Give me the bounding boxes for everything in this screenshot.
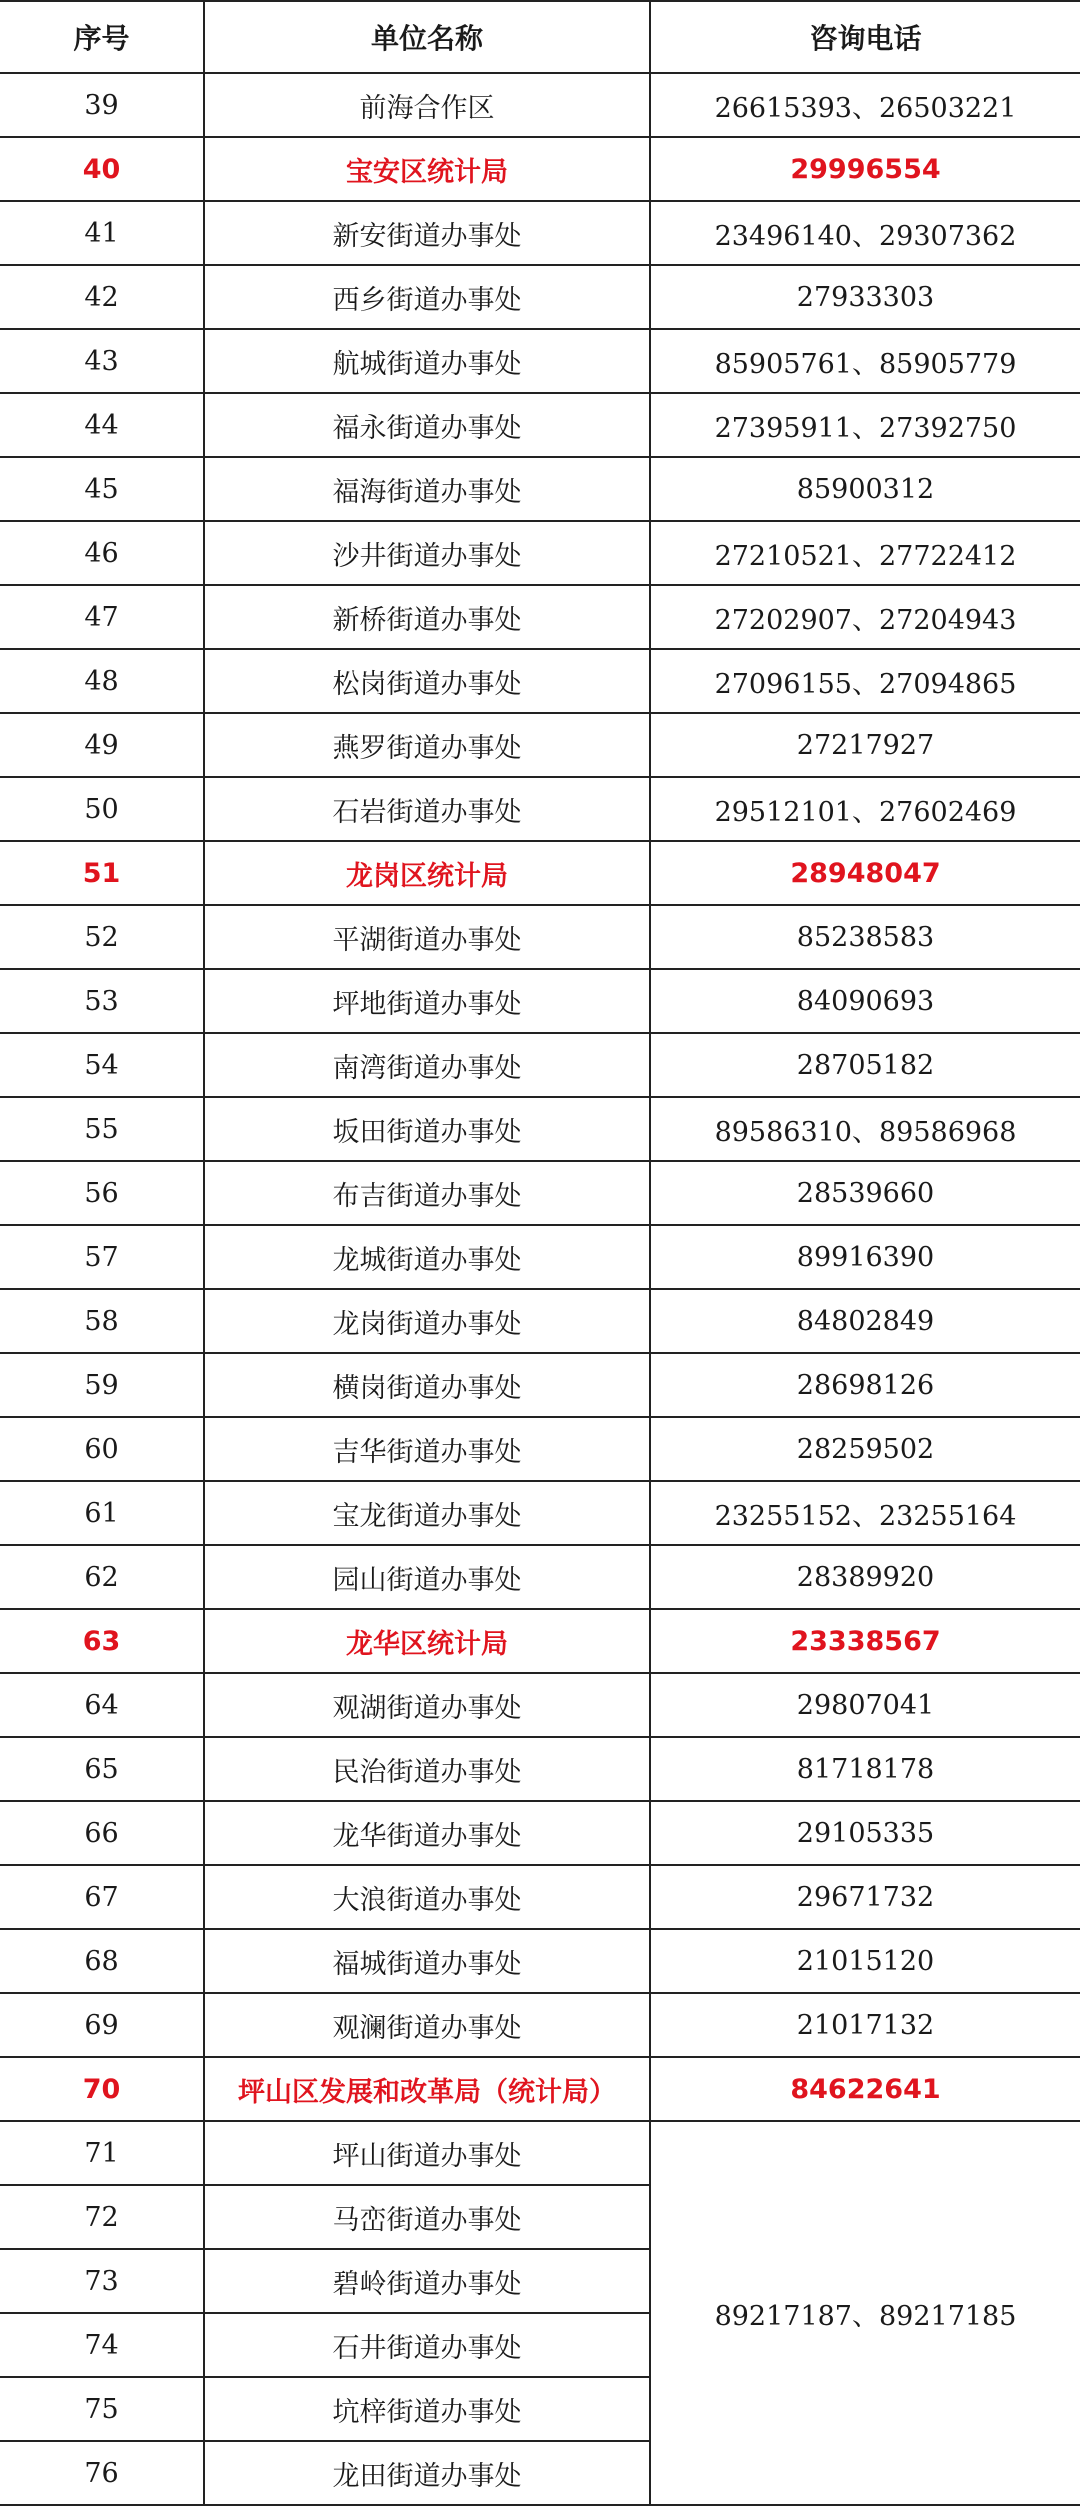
cell-unit: 坂田街道办事处 — [204, 1097, 650, 1161]
cell-unit: 龙岗区统计局 — [204, 841, 650, 905]
cell-unit: 坪地街道办事处 — [204, 969, 650, 1033]
table-row — [0, 1545, 1080, 1609]
table-row — [0, 1161, 1080, 1225]
table-row — [0, 1353, 1080, 1417]
cell-unit: 马峦街道办事处 — [204, 2185, 650, 2249]
table-row-district — [0, 137, 1080, 201]
cell-seq: 55 — [0, 1097, 204, 1161]
cell-unit: 西乡街道办事处 — [204, 265, 650, 329]
cell-seq: 69 — [0, 1993, 204, 2057]
cell-unit: 横岗街道办事处 — [204, 1353, 650, 1417]
cell-phone: 89916390 — [650, 1225, 1080, 1289]
cell-phone: 29105335 — [650, 1801, 1080, 1865]
table-row — [0, 73, 1080, 137]
cell-unit: 龙岗街道办事处 — [204, 1289, 650, 1353]
table-row — [0, 1289, 1080, 1353]
cell-unit: 坑梓街道办事处 — [204, 2377, 650, 2441]
cell-phone-merged: 89217187、89217185 — [650, 2121, 1080, 2505]
cell-seq: 61 — [0, 1481, 204, 1545]
table-row — [0, 393, 1080, 457]
cell-phone: 28539660 — [650, 1161, 1080, 1225]
cell-seq: 47 — [0, 585, 204, 649]
table-row — [0, 201, 1080, 265]
cell-phone: 23255152、23255164 — [650, 1481, 1080, 1545]
cell-phone: 28698126 — [650, 1353, 1080, 1417]
table-row — [0, 777, 1080, 841]
cell-unit: 大浪街道办事处 — [204, 1865, 650, 1929]
cell-seq: 49 — [0, 713, 204, 777]
cell-seq: 68 — [0, 1929, 204, 1993]
cell-phone: 28705182 — [650, 1033, 1080, 1097]
table-row — [0, 649, 1080, 713]
cell-unit: 宝龙街道办事处 — [204, 1481, 650, 1545]
cell-seq: 48 — [0, 649, 204, 713]
cell-phone: 84090693 — [650, 969, 1080, 1033]
cell-phone: 28389920 — [650, 1545, 1080, 1609]
cell-unit: 石岩街道办事处 — [204, 777, 650, 841]
table-row — [0, 1097, 1080, 1161]
cell-phone: 21015120 — [650, 1929, 1080, 1993]
cell-seq: 51 — [0, 841, 204, 905]
cell-unit: 吉华街道办事处 — [204, 1417, 650, 1481]
cell-phone: 29807041 — [650, 1673, 1080, 1737]
cell-unit: 观湖街道办事处 — [204, 1673, 650, 1737]
cell-unit: 观澜街道办事处 — [204, 1993, 650, 2057]
cell-seq: 53 — [0, 969, 204, 1033]
cell-unit: 平湖街道办事处 — [204, 905, 650, 969]
cell-seq: 57 — [0, 1225, 204, 1289]
table-row — [0, 905, 1080, 969]
cell-seq: 58 — [0, 1289, 204, 1353]
cell-seq: 43 — [0, 329, 204, 393]
cell-seq: 52 — [0, 905, 204, 969]
cell-seq: 73 — [0, 2249, 204, 2313]
cell-phone: 23496140、29307362 — [650, 201, 1080, 265]
cell-seq: 65 — [0, 1737, 204, 1801]
cell-unit: 福海街道办事处 — [204, 457, 650, 521]
cell-phone: 27933303 — [650, 265, 1080, 329]
table-row — [0, 1033, 1080, 1097]
table-row — [0, 2121, 1080, 2185]
cell-phone: 84622641 — [650, 2057, 1080, 2121]
cell-seq: 46 — [0, 521, 204, 585]
cell-seq: 66 — [0, 1801, 204, 1865]
table-row — [0, 1801, 1080, 1865]
cell-seq: 71 — [0, 2121, 204, 2185]
cell-unit: 新安街道办事处 — [204, 201, 650, 265]
cell-phone: 27217927 — [650, 713, 1080, 777]
cell-unit: 石井街道办事处 — [204, 2313, 650, 2377]
cell-phone: 28259502 — [650, 1417, 1080, 1481]
cell-phone: 27096155、27094865 — [650, 649, 1080, 713]
cell-seq: 42 — [0, 265, 204, 329]
table-row — [0, 1673, 1080, 1737]
cell-seq: 63 — [0, 1609, 204, 1673]
cell-phone: 21017132 — [650, 1993, 1080, 2057]
table-row — [0, 1865, 1080, 1929]
table-row — [0, 585, 1080, 649]
cell-phone: 85905761、85905779 — [650, 329, 1080, 393]
cell-unit: 龙田街道办事处 — [204, 2441, 650, 2505]
table-row — [0, 969, 1080, 1033]
cell-unit: 坪山区发展和改革局（统计局） — [204, 2057, 650, 2121]
cell-phone: 27395911、27392750 — [650, 393, 1080, 457]
cell-phone: 29671732 — [650, 1865, 1080, 1929]
table-row — [0, 521, 1080, 585]
cell-unit: 燕罗街道办事处 — [204, 713, 650, 777]
cell-unit: 沙井街道办事处 — [204, 521, 650, 585]
cell-phone: 85238583 — [650, 905, 1080, 969]
cell-unit: 民治街道办事处 — [204, 1737, 650, 1801]
header-phone: 咨询电话 — [650, 1, 1080, 73]
cell-unit: 松岗街道办事处 — [204, 649, 650, 713]
cell-seq: 62 — [0, 1545, 204, 1609]
cell-unit: 龙华街道办事处 — [204, 1801, 650, 1865]
header-unit: 单位名称 — [204, 1, 650, 73]
cell-seq: 72 — [0, 2185, 204, 2249]
header-seq: 序号 — [0, 1, 204, 73]
table-row-district — [0, 2057, 1080, 2121]
cell-unit: 龙华区统计局 — [204, 1609, 650, 1673]
cell-unit: 前海合作区 — [204, 73, 650, 137]
table-row — [0, 713, 1080, 777]
cell-phone: 81718178 — [650, 1737, 1080, 1801]
table-row — [0, 1417, 1080, 1481]
table-row — [0, 1993, 1080, 2057]
table-row — [0, 1737, 1080, 1801]
cell-phone: 84802849 — [650, 1289, 1080, 1353]
cell-seq: 67 — [0, 1865, 204, 1929]
cell-phone: 29996554 — [650, 137, 1080, 201]
table-row — [0, 457, 1080, 521]
cell-unit: 园山街道办事处 — [204, 1545, 650, 1609]
cell-seq: 59 — [0, 1353, 204, 1417]
cell-phone: 27210521、27722412 — [650, 521, 1080, 585]
cell-phone: 85900312 — [650, 457, 1080, 521]
cell-unit: 新桥街道办事处 — [204, 585, 650, 649]
cell-phone: 89586310、89586968 — [650, 1097, 1080, 1161]
table-row — [0, 265, 1080, 329]
cell-seq: 64 — [0, 1673, 204, 1737]
cell-seq: 39 — [0, 73, 204, 137]
cell-phone: 29512101、27602469 — [650, 777, 1080, 841]
cell-seq: 40 — [0, 137, 204, 201]
cell-unit: 航城街道办事处 — [204, 329, 650, 393]
cell-unit: 福永街道办事处 — [204, 393, 650, 457]
table-row-district — [0, 1609, 1080, 1673]
cell-seq: 44 — [0, 393, 204, 457]
cell-seq: 54 — [0, 1033, 204, 1097]
cell-unit: 南湾街道办事处 — [204, 1033, 650, 1097]
cell-unit: 龙城街道办事处 — [204, 1225, 650, 1289]
table-row — [0, 1929, 1080, 1993]
cell-seq: 75 — [0, 2377, 204, 2441]
cell-phone: 23338567 — [650, 1609, 1080, 1673]
table-row — [0, 329, 1080, 393]
cell-seq: 76 — [0, 2441, 204, 2505]
table-header-row — [0, 1, 1080, 73]
cell-seq: 70 — [0, 2057, 204, 2121]
cell-seq: 56 — [0, 1161, 204, 1225]
cell-seq: 45 — [0, 457, 204, 521]
cell-phone: 26615393、26503221 — [650, 73, 1080, 137]
cell-phone: 28948047 — [650, 841, 1080, 905]
cell-seq: 50 — [0, 777, 204, 841]
table-row-district — [0, 841, 1080, 905]
cell-unit: 碧岭街道办事处 — [204, 2249, 650, 2313]
table-row — [0, 1225, 1080, 1289]
cell-unit: 布吉街道办事处 — [204, 1161, 650, 1225]
cell-phone: 27202907、27204943 — [650, 585, 1080, 649]
cell-unit: 坪山街道办事处 — [204, 2121, 650, 2185]
table-row — [0, 1481, 1080, 1545]
cell-unit: 福城街道办事处 — [204, 1929, 650, 1993]
cell-seq: 74 — [0, 2313, 204, 2377]
table-body — [0, 73, 1080, 2505]
cell-unit: 宝安区统计局 — [204, 137, 650, 201]
cell-seq: 41 — [0, 201, 204, 265]
cell-seq: 60 — [0, 1417, 204, 1481]
